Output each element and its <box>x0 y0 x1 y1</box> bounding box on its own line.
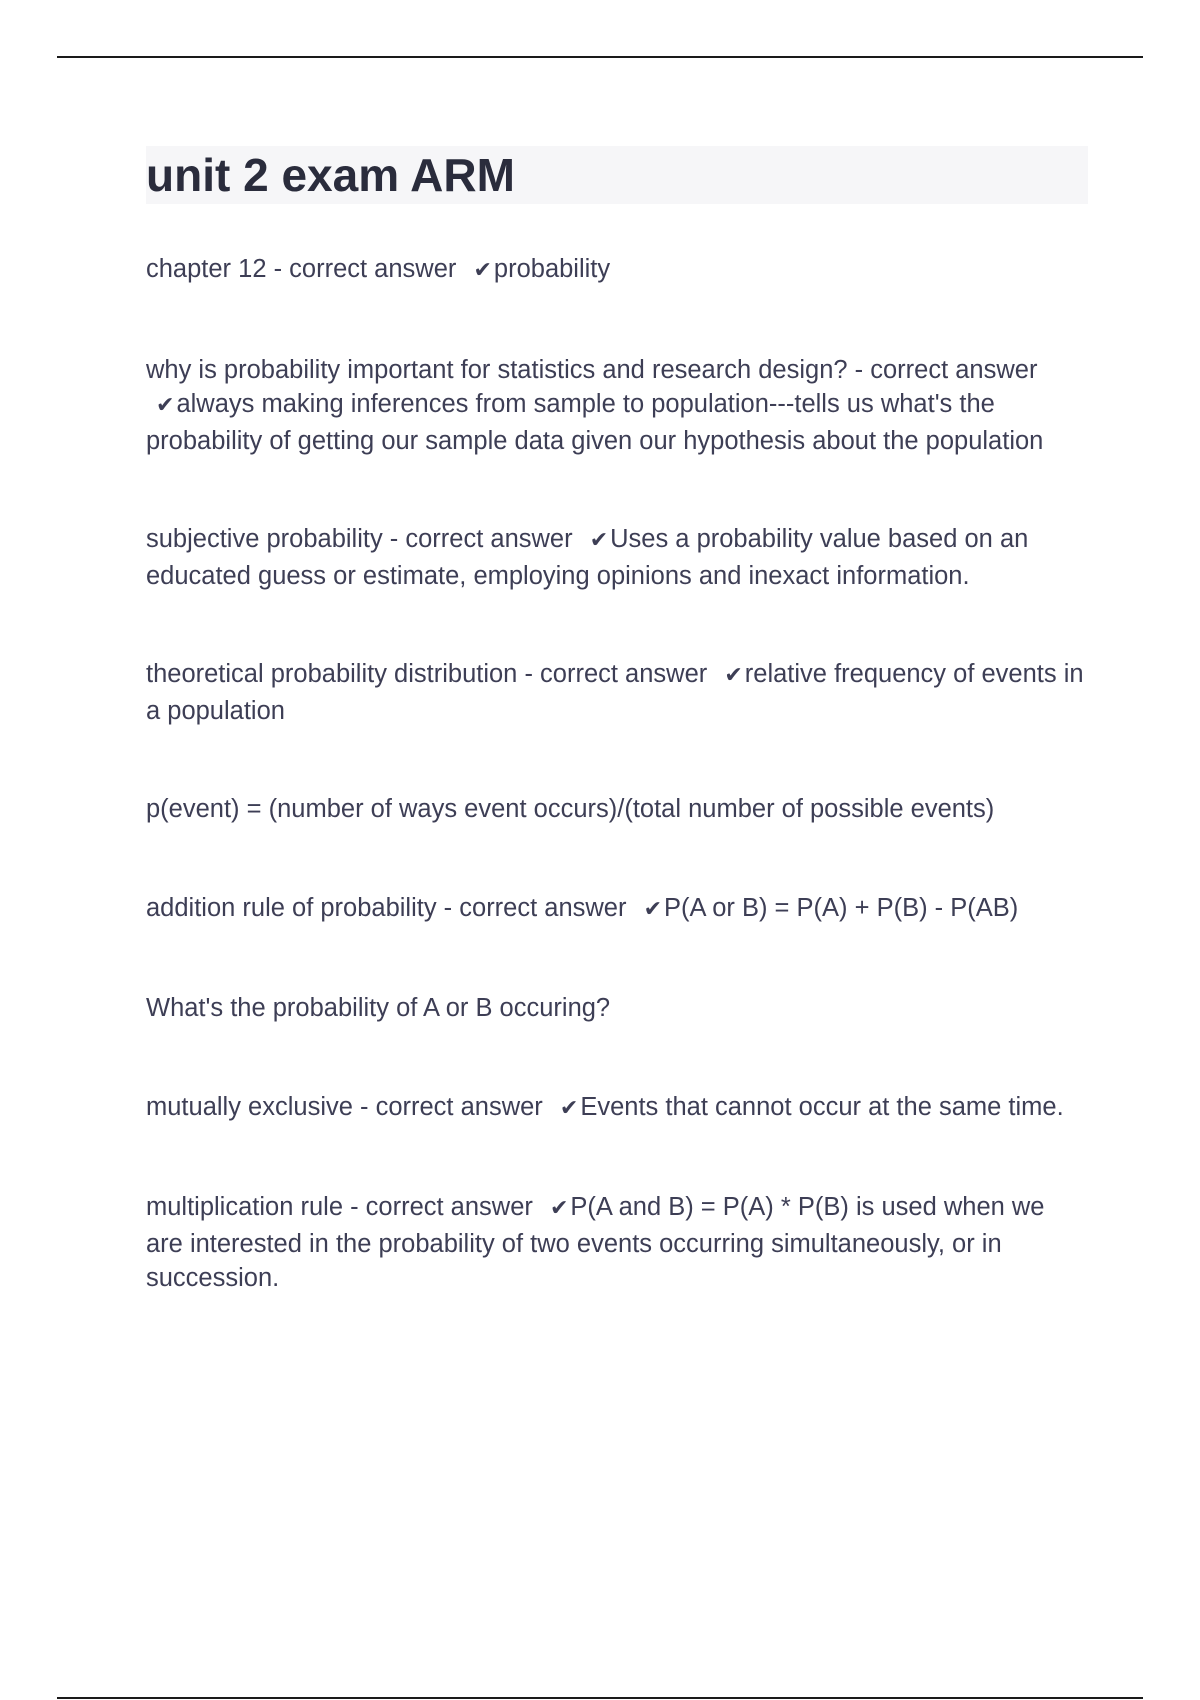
entry-text: What's the probability of A or B occuring? <box>146 994 611 1022</box>
checkmark-icon: ✔ <box>643 896 663 922</box>
page-title: unit 2 exam ARM <box>146 149 515 201</box>
plain-entry <box>146 792 1088 827</box>
entry-answer: probability <box>493 255 611 283</box>
title-bar <box>146 146 1088 204</box>
entry-term: subjective probability - correct answer <box>146 525 580 553</box>
entry-term: addition rule of probability - correct answer <box>146 893 634 922</box>
flashcard-list <box>146 252 1088 1296</box>
entry-term: theoretical probability distribution - correct answer <box>146 660 715 688</box>
document-body <box>146 146 1088 1296</box>
entry-answer: relative frequency of events in a population <box>146 660 1084 725</box>
checkmark-icon: ✔ <box>589 528 609 553</box>
flashcard-entry <box>146 353 1088 459</box>
entry-answer: P(A and B) = P(A) * P(B) is used when we are interested in the probability of two events occurring simultaneously, or in succession. <box>146 1193 1045 1292</box>
entry-text: p(event) = (number of ways event occurs)/(total number of possible events) <box>146 795 995 823</box>
entry-term: mutually exclusive - correct answer <box>146 1092 550 1121</box>
bottom-rule <box>57 1697 1143 1699</box>
plain-entry <box>146 991 1088 1026</box>
entry-term: why is probability important for statistics and research design? - correct answer <box>146 355 1038 384</box>
top-rule <box>57 56 1143 58</box>
checkmark-icon: ✔ <box>724 663 743 688</box>
checkmark-icon: ✔ <box>559 1095 579 1121</box>
checkmark-icon: ✔ <box>156 393 175 418</box>
entry-answer: always making inferences from sample to population---tells us what's the probability of getting our sample data given our hypothesis about the population <box>146 390 1044 455</box>
entry-term: multiplication rule - correct answer <box>146 1193 540 1221</box>
entry-answer: Events that cannot occur at the same time. <box>580 1092 1064 1121</box>
checkmark-icon: ✔ <box>549 1196 569 1221</box>
checkmark-icon: ✔ <box>473 258 492 283</box>
flashcard-entry <box>146 1090 1088 1127</box>
entry-answer: Uses a probability value based on an educated guess or estimate, employing opinions and inexact information. <box>146 525 1029 590</box>
entry-term: chapter 12 - correct answer <box>146 255 464 283</box>
flashcard-entry <box>146 891 1088 928</box>
flashcard-entry <box>146 657 1088 728</box>
flashcard-entry <box>146 1190 1088 1296</box>
flashcard-entry <box>146 252 1088 289</box>
entry-answer: P(A or B) = P(A) + P(B) - P(AB) <box>664 893 1019 922</box>
flashcard-entry <box>146 522 1088 593</box>
